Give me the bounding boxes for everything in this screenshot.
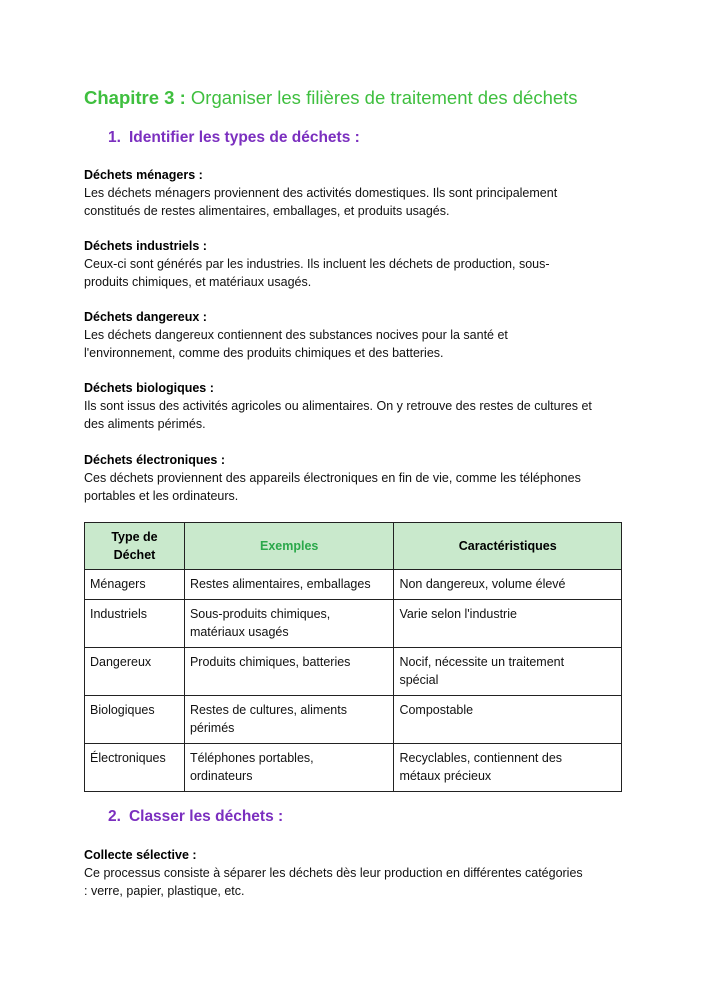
table-cell-examples <box>184 648 394 696</box>
waste-type-block <box>84 237 624 291</box>
table-row <box>85 600 622 648</box>
section-2-heading <box>108 807 283 827</box>
table-header-characteristics: Caractéristiques <box>394 523 622 570</box>
waste-type-block <box>84 166 624 220</box>
cell-line: Recyclables, contiennent des <box>399 751 563 765</box>
section-1-title: Identifier les types de déchets : <box>128 129 360 146</box>
chapter-label: Chapitre 3 : <box>84 87 186 108</box>
table-cell-type: Dangereux <box>85 648 185 696</box>
waste-type-desc-line: portables et les ordinateurs. <box>84 489 239 503</box>
waste-type-desc-line: constitués de restes alimentaires, emballages, et produits usagés. <box>84 204 450 218</box>
section-2-title: Classer les déchets : <box>128 808 284 825</box>
table-row <box>85 570 622 600</box>
table-row <box>85 648 622 696</box>
cell-line: métaux précieux <box>399 769 492 783</box>
collecte-desc-line: : verre, papier, plastique, etc. <box>84 884 245 898</box>
cell-line: Téléphones portables, <box>189 751 314 765</box>
cell-line: Nocif, nécessite un traitement <box>399 655 565 669</box>
table-cell-characteristics <box>394 696 622 744</box>
table-header-type-line: Type de <box>111 530 158 544</box>
cell-line: Restes de cultures, aliments <box>189 703 347 717</box>
cell-line: Varie selon l'industrie <box>399 607 517 621</box>
table-cell-characteristics <box>394 648 622 696</box>
waste-type-term: Déchets dangereux : <box>84 310 207 324</box>
cell-line: matériaux usagés <box>189 625 289 639</box>
table-header-type-line: Déchet <box>113 548 156 562</box>
waste-type-desc-line: des aliments périmés. <box>84 417 206 431</box>
waste-type-block <box>84 308 624 362</box>
cell-line: Restes alimentaires, emballages <box>189 577 371 591</box>
waste-type-desc-line: Ces déchets proviennent des appareils électroniques en fin de vie, comme les téléphones <box>84 471 581 485</box>
cell-line: Compostable <box>399 703 474 717</box>
cell-line: Non dangereux, volume élevé <box>399 577 566 591</box>
waste-type-term: Déchets électroniques : <box>84 453 226 467</box>
table-row <box>85 696 622 744</box>
cell-line: Sous-produits chimiques, <box>189 607 331 621</box>
cell-line: ordinateurs <box>189 769 253 783</box>
section-2-number: 2. <box>108 808 121 825</box>
table-cell-type: Industriels <box>85 600 185 648</box>
table-cell-examples <box>184 570 394 600</box>
waste-type-block <box>84 451 624 505</box>
cell-line: périmés <box>189 721 235 735</box>
collecte-term: Collecte sélective : <box>84 848 197 862</box>
waste-type-desc-line: Ceux-ci sont générés par les industries. Ils incluent les déchets de production, sous- <box>84 257 550 271</box>
waste-type-desc-line: Les déchets ménagers proviennent des activités domestiques. Ils sont principalement <box>84 186 558 200</box>
waste-type-desc-line: Ils sont issus des activités agricoles ou alimentaires. On y retrouve des restes de cultures et <box>84 399 592 413</box>
waste-type-term: Déchets industriels : <box>84 239 207 253</box>
table-cell-type: Biologiques <box>85 696 185 744</box>
waste-type-desc-line: produits chimiques, et matériaux usagés. <box>84 275 312 289</box>
table-header-type <box>85 523 185 570</box>
section-1-heading <box>108 128 360 148</box>
cell-line: spécial <box>399 673 439 687</box>
collecte-desc-line: Ce processus consiste à séparer les déchets dès leur production en différentes catégories <box>84 866 583 880</box>
waste-type-term: Déchets ménagers : <box>84 168 203 182</box>
waste-type-block <box>84 379 624 433</box>
table-row <box>85 744 622 792</box>
chapter-title-text: Organiser les filières de traitement des déchets <box>185 87 578 108</box>
table-cell-type: Électroniques <box>85 744 185 792</box>
table-cell-characteristics <box>394 600 622 648</box>
waste-type-desc-line: l'environnement, comme des produits chimiques et des batteries. <box>84 346 444 360</box>
table-cell-examples <box>184 600 394 648</box>
table-cell-examples <box>184 696 394 744</box>
table-header-examples: Exemples <box>184 523 394 570</box>
table-cell-characteristics <box>394 570 622 600</box>
table-cell-examples <box>184 744 394 792</box>
waste-types-table <box>84 522 622 792</box>
table-header-row <box>85 523 622 570</box>
table-cell-type: Ménagers <box>85 570 185 600</box>
chapter-title <box>84 86 578 110</box>
waste-type-desc-line: Les déchets dangereux contiennent des substances nocives pour la santé et <box>84 328 508 342</box>
table-cell-characteristics <box>394 744 622 792</box>
cell-line: Produits chimiques, batteries <box>189 655 351 669</box>
waste-type-term: Déchets biologiques : <box>84 381 214 395</box>
collecte-block <box>84 846 624 900</box>
section-1-number: 1. <box>108 129 121 146</box>
